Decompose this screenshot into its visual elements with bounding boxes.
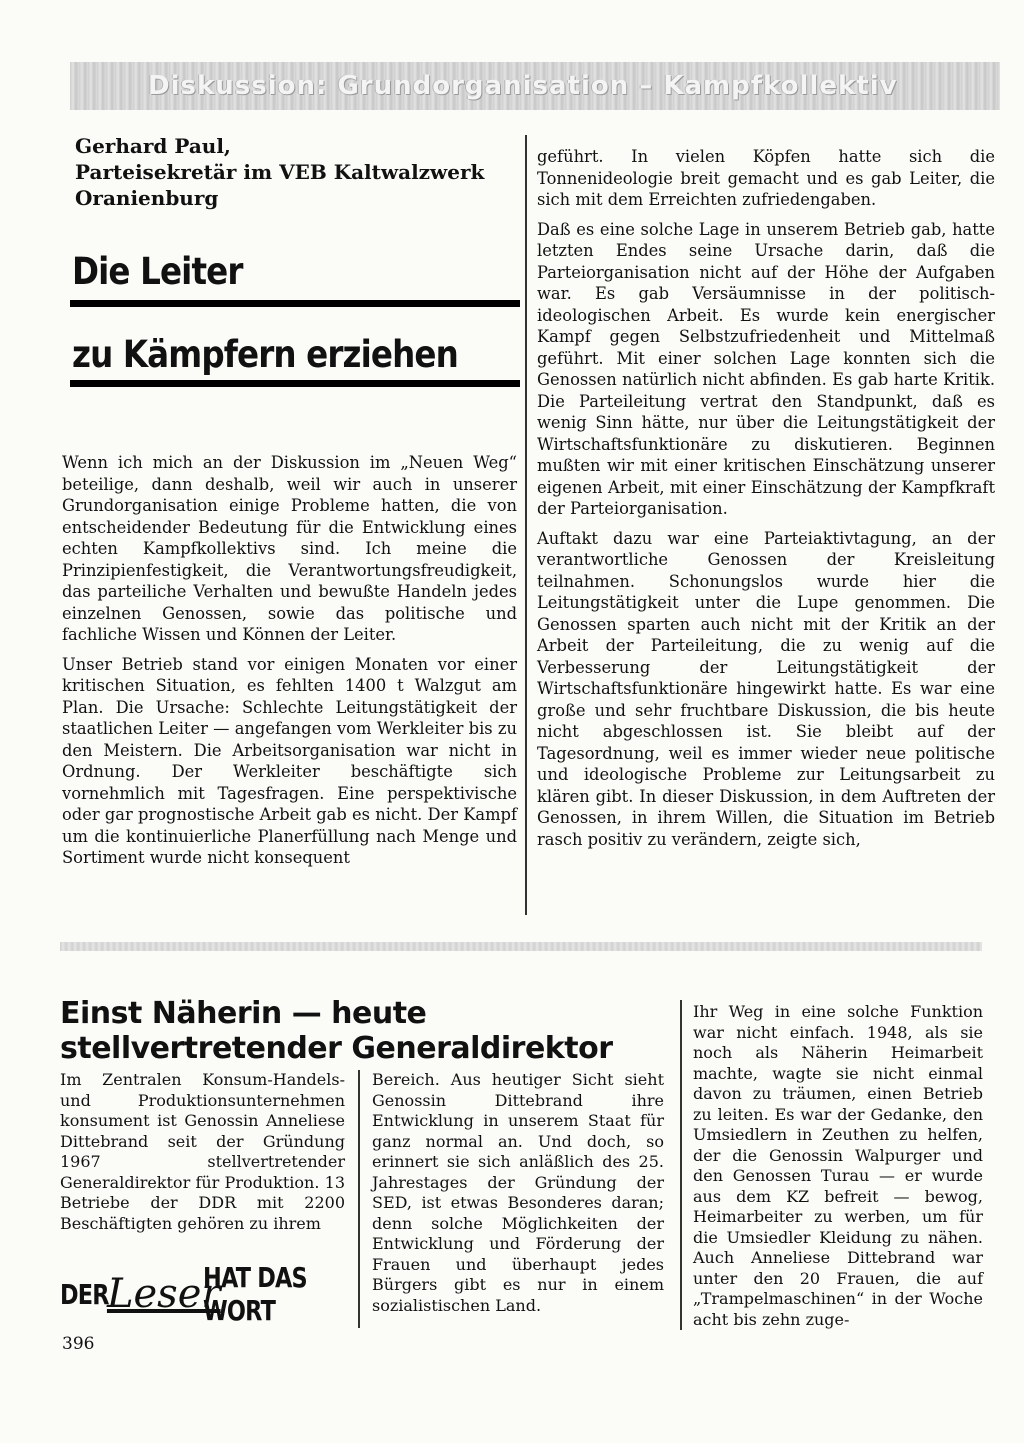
paragraph: geführt. In vielen Köpfen hatte sich die Tonnenideologie breit gemacht und es gab Leiter, die sich mit dem Erreichten zufriedengaben.	[537, 147, 995, 209]
paragraph: Daß es eine solche Lage in unserem Betrieb gab, hatte letzten Endes seine Ursache darin, daß die Parteiorganisation nicht auf der Höhe der Aufgaben war. Es gab Versäumnisse in der politisch-ideologischen Arbeit. Es wurde kein energischer Kampf gegen Selbstzufriedenheit und Mittelmaß geführt. Mit einer solchen Lage konnten sich die Genossen natürlich nicht abfinden. Es gab harte Kritik. Die Parteileitung vertrat den Standpunkt, daß es wenig Sinn hätte, nur über die Leitungstätigkeit der Wirtschaftsfunktionäre zu diskutieren. Beginnen mußten wir mit einer kritischen Einschätzung unserer eigenen Arbeit, mit einer Einschätzung der Kampfkraft der Parteiorganisation.	[537, 219, 995, 518]
article2-headline-line-2: stellvertretender Generaldirektor	[60, 1031, 613, 1066]
leser-logo	[60, 1261, 340, 1327]
section-separator	[60, 942, 982, 951]
headline-rule-bottom	[70, 380, 520, 387]
paragraph: Wenn ich mich an der Diskussion im „Neuen Weg“ beteilige, dann deshalb, weil wir auch in unserer Grundorganisation einige Probleme hatten, die von entscheidender Bedeutung für die Entwicklung eines echten Kampfkollektivs sind. Ich meine die Prinzipienfestigkeit, die Verantwortungsfreudigkeit, das parteiliche Verhalten und bewußte Handeln jedes einzelnen Genossen, sowie das politische und fachliche Wissen und Können der Leiter.	[62, 453, 517, 644]
banner-title: Diskussion: Grundorganisation – Kampfkollektiv	[148, 71, 898, 101]
column-divider	[680, 1000, 682, 1330]
article2-headline-line-1: Einst Näherin — heute	[60, 996, 427, 1031]
author-name: Gerhard Paul,	[75, 134, 231, 158]
paragraph: Bereich. Aus heutiger Sicht sieht Genossin Dittebrand ihre Entwicklung in unserem Staat für ganz normal an. Und doch, so erinnert sie sich anläßlich des 25. Jahrestages der Gründung der SED, ist etwas Besonderes daran; denn solche Möglichkeiten der Entwicklung und Förderung der Frauen und überhaupt jedes Bürgers gibt es nur in einem sozialistischen Land.	[372, 1070, 664, 1315]
section-banner	[70, 62, 1000, 110]
headline-line-1: Die Leiter	[72, 250, 243, 293]
article2-column-3	[693, 1002, 983, 1330]
author-place: Oranienburg	[75, 186, 219, 210]
author-block	[75, 133, 525, 211]
page-number: 396	[62, 1334, 95, 1354]
paragraph: Auftakt dazu war eine Parteiaktivtagung, an der verantwortliche Genossen der Kreisleitung teilnahmen. Schonungslos wurde hier die Leitungstätigkeit unter die Lupe genommen. Die Genossen sparten auch nicht mit der Kritik an der Arbeit der Parteileitung, die zu wenig auf die Verbesserung der Leitungstätigkeit der Wirtschaftsfunktionäre hingewirkt hatte. Es war eine große und sehr fruchtbare Diskussion, die bis heute nicht abgeschlossen ist. Sie bleibt auf der Tagesordnung, weil es immer wieder neue politische und ideologische Probleme zur Leitungsarbeit zu klären gibt. In dieser Diskussion, in dem Auftreten der Genossen, in ihrem Willen, die Situation im Betrieb rasch positiv zu verändern, zeigte sich,	[537, 528, 995, 849]
headline-line-2: zu Kämpfern erziehen	[72, 333, 458, 376]
article2-headline	[60, 996, 680, 1066]
logo-part-hat-das-wort: HAT DAS WORT	[202, 1261, 307, 1327]
author-role: Parteisekretär im VEB Kaltwalzwerk	[75, 160, 485, 184]
logo-part-der: DER	[60, 1277, 109, 1311]
logo-part-leser: Leser	[106, 1271, 221, 1317]
paragraph: Im Zentralen Konsum-Handels- und Produktionsunternehmen konsument ist Genossin Anneliese Dittebrand seit der Gründung 1967 stellvertretender Generaldirektor für Produktion. 13 Betriebe der DDR mit 2200 Beschäftigten gehören zu ihrem	[60, 1070, 345, 1233]
headline-rule-top	[70, 300, 520, 307]
paragraph: Unser Betrieb stand vor einigen Monaten vor einer kritischen Situation, es fehlten 1400 t Walzgut am Plan. Die Ursache: Schlechte Leitungstätigkeit der staatlichen Leiter — angefangen vom Werkleiter bis zu den Meistern. Die Arbeitsorganisation war nicht in Ordnung. Der Werkleiter beschäftigte sich vornehmlich mit Tagesfragen. Eine perspektivische oder gar prognostische Arbeit gab es nicht. Der Kampf um die kontinuierliche Planerfüllung nach Menge und Sortiment wurde nicht konsequent	[62, 654, 517, 867]
article2-column-1	[60, 1070, 345, 1234]
paragraph: Ihr Weg in eine solche Funktion war nicht einfach. 1948, als sie noch als Näherin Heimarbeit machte, wagte sie nicht einmal davon zu träumen, einen Betrieb zu leiten. Es war der Gedanke, den Umsiedlern in Zeuthen zu helfen, der die Genossin Walpurger und den Genossen Turau — er wurde aus dem KZ befreit — bewog, Heimarbeiter zu werben, um für die Umsiedler Kleidung zu nähen. Auch Anneliese Dittebrand war unter den 20 Frauen, die auf „Trampelmaschinen“ in der Woche acht bis zehn zuge-	[693, 1002, 983, 1329]
column-divider	[358, 1070, 360, 1328]
article2-column-2	[372, 1070, 664, 1316]
column-divider	[525, 135, 527, 915]
article1-right-column	[537, 146, 995, 858]
article1-left-column	[62, 452, 517, 877]
